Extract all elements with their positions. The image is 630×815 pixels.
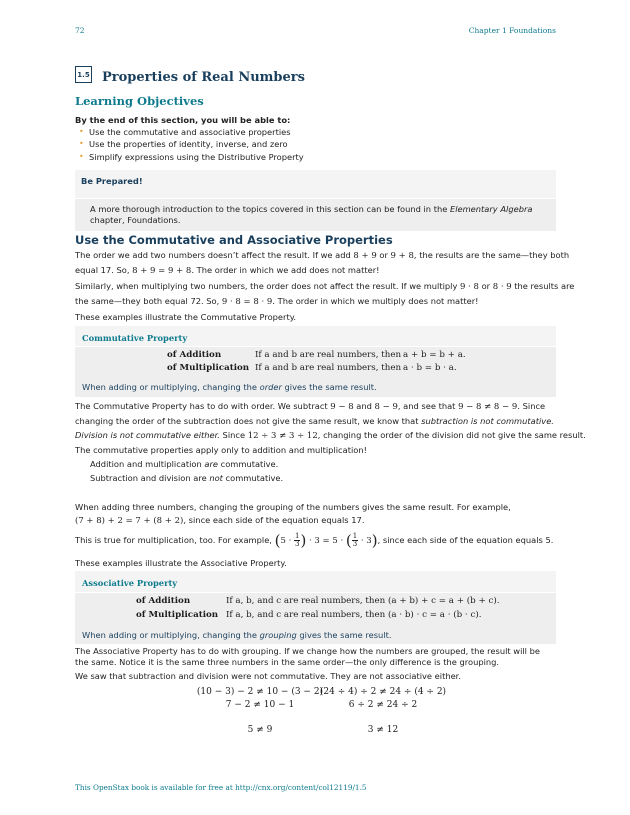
math-expression: 9 − 8 ≠ 8 − 9.: [458, 402, 520, 412]
paragraph-commutative-intro: These examples illustrate the Commutative Property.: [75, 312, 297, 322]
property-formula: (a + b) + c = a + (b + c).: [388, 596, 500, 606]
associative-property-title: Associative Property: [82, 578, 178, 588]
equation-line: 6 ÷ 2 ≠ 24 ÷ 2: [348, 700, 418, 710]
text: Addition and multiplication: [90, 459, 205, 469]
text-emphasis: Division is not commutative either.: [75, 430, 220, 440]
commutative-associative-heading: Use the Commutative and Associative Properties: [75, 233, 393, 247]
text: The Commutative Property has to do with order. We subtract: [75, 401, 331, 411]
paragraph-multiplication-order: [75, 280, 575, 308]
text: The order in which we add does not matter!: [194, 265, 380, 275]
division-equations: [318, 686, 448, 737]
paragraph-commutative-discussion: [75, 400, 586, 456]
property-label: of Addition: [167, 350, 222, 360]
denominator: 3: [294, 540, 300, 548]
property-condition: If a, b, and c are real numbers, then: [226, 596, 386, 606]
equation-line: 3 ≠ 12: [367, 725, 399, 735]
book-title: Elementary Algebra: [449, 204, 533, 214]
section-number-badge: 1.5: [75, 66, 92, 83]
text: Since: [219, 430, 248, 440]
math-expression: 8 − 9: [374, 402, 398, 412]
numerator: 1: [294, 531, 300, 540]
text: When adding three numbers, changing the grouping of the numbers gives the same result. For example,: [75, 502, 511, 512]
numerator: 1: [352, 531, 358, 540]
associative-property-box: [75, 571, 556, 643]
paragraph-grouping-multiplication: [75, 529, 553, 552]
objectives-intro: By the end of this section, you will be able to:: [75, 115, 291, 125]
learning-objectives-heading: Learning Objectives: [75, 94, 204, 108]
text: or: [376, 250, 391, 260]
section-title: Properties of Real Numbers: [102, 70, 305, 85]
math-expression: (5 · $\frac{1}{3}$ ) · 3 = 5 · ( $\frac{1}{3}$ · 3),: [274, 531, 381, 550]
property-condition: If a and b are real numbers, then: [255, 350, 402, 360]
subtraction-equations: [180, 686, 340, 737]
commutative-property-body: [75, 346, 556, 397]
be-prepared-text: [90, 204, 550, 226]
objectives-list: [75, 126, 304, 163]
commutative-property-title: Commutative Property: [82, 333, 188, 343]
property-formula: (a · b) · c = a · (b · c).: [388, 610, 482, 620]
commutative-note: [82, 381, 377, 393]
text: since each side of the equation equals 5.: [380, 535, 554, 545]
text: commutative.: [218, 459, 279, 469]
equation-line: 7 − 2 ≠ 10 − 1: [225, 700, 295, 710]
text: When adding or multiplying, changing the: [82, 382, 260, 392]
be-prepared-title: Be Prepared!: [81, 176, 143, 186]
equation-line: (10 − 3) − 2 ≠ 10 − (3 − 2): [196, 687, 324, 697]
associative-note: [82, 629, 392, 641]
text: the results are the same—they both: [416, 250, 570, 260]
property-formula: a + b = b + a.: [403, 350, 466, 360]
text: When adding or multiplying, changing the: [82, 630, 260, 640]
text: This is true for multiplication, too. For example,: [75, 535, 275, 545]
be-prepared-box: [75, 170, 556, 230]
list-item: • Use the commutative and associative properties: [75, 126, 304, 138]
be-prepared-text-a: A more thorough introduction to the topics covered in this section can be found in the: [90, 204, 450, 214]
paragraph-addition-order: [75, 249, 570, 277]
math-expression: 8 · 9: [492, 282, 512, 292]
math-expression: 9 · 8 = 8 · 9.: [221, 297, 275, 307]
text: or: [478, 281, 493, 291]
text-emphasis: subtraction is not commutative.: [421, 416, 554, 426]
math-text: 5 ·: [280, 536, 294, 546]
text: equal 17. So,: [75, 265, 133, 275]
text-emphasis: grouping: [259, 630, 297, 640]
equation-line: (24 ÷ 4) ÷ 2 ≠ 24 ÷ (4 ÷ 2): [319, 687, 447, 697]
commutative-summary-1: [90, 458, 278, 470]
property-condition: If a, b, and c are real numbers, then: [226, 610, 386, 620]
list-item: • Simplify expressions using the Distributive Property: [75, 151, 304, 163]
commutative-summary-2: [90, 472, 283, 484]
paragraph-associative-intro: These examples illustrate the Associative Property.: [75, 558, 287, 568]
paragraph-associative-discussion: The Associative Property has to do with grouping. If we change how the numbers are grouped, the result will be the same. Notice it is the same three numbers in the same order—the only difference is the grouping.: [75, 646, 540, 667]
text-emphasis: not: [209, 473, 223, 483]
text: Subtraction and division are: [90, 473, 210, 483]
text-emphasis: are: [204, 459, 219, 469]
math-text: · 3: [358, 536, 372, 546]
commutative-multiplication-row: [167, 363, 457, 373]
associative-multiplication-row: [136, 610, 481, 620]
be-prepared-text-b: chapter, Foundations.: [90, 215, 181, 225]
text: The order we add two numbers doesn’t affect the result. If we add: [75, 250, 354, 260]
text: the same—they both equal 72. So,: [75, 296, 222, 306]
text: commutative.: [222, 473, 284, 483]
math-text: · 3 = 5 ·: [306, 536, 346, 546]
associative-property-body: [75, 592, 556, 644]
text: , and see that: [397, 401, 459, 411]
text: the results are: [511, 281, 575, 291]
text: since each side of the equation equals 17.: [186, 515, 365, 525]
property-label: of Multiplication: [136, 610, 219, 620]
math-expression: 8 + 9: [353, 251, 377, 261]
commutative-addition-row: [167, 350, 466, 360]
commutative-property-box: [75, 326, 556, 396]
paragraph-grouping: [75, 501, 556, 527]
math-expression: 9 · 8: [460, 282, 479, 292]
text: changing the order of the subtraction does not give the same result, we know that: [75, 416, 422, 426]
text-emphasis: order: [259, 382, 282, 392]
list-item: • Use the properties of identity, inverse, and zero: [75, 138, 304, 150]
text: gives the same result.: [296, 630, 392, 640]
footer-availability-note: This OpenStax book is available for free at http://cnx.org/content/col12119/1.5: [75, 783, 367, 792]
math-expression: 9 − 8: [330, 402, 354, 412]
property-condition: If a and b are real numbers, then: [255, 363, 402, 373]
math-expression: (7 + 8) + 2 = 7 + (8 + 2),: [75, 516, 187, 526]
denominator: 3: [352, 540, 358, 548]
paragraph-not-associative: We saw that subtraction and division were not commutative. They are not associative either.: [75, 671, 461, 681]
text: The order in which we multiply does not matter!: [274, 296, 479, 306]
text: The commutative properties apply only to addition and multiplication!: [75, 445, 367, 455]
associative-addition-row: [136, 596, 500, 606]
text: changing the order of the division did not give the same result.: [320, 430, 586, 440]
text: gives the same result.: [281, 382, 377, 392]
be-prepared-body: [75, 198, 556, 231]
property-label: of Addition: [136, 596, 191, 606]
property-formula: a · b = b · a.: [403, 363, 457, 373]
text: Similarly, when multiplying two numbers, the order does not affect the result. If we multiply: [75, 281, 461, 291]
property-label: of Multiplication: [167, 363, 250, 373]
chapter-title: Chapter 1 Foundations: [468, 26, 556, 35]
math-expression: 8 + 9 = 9 + 8.: [132, 266, 195, 276]
page-number: 72: [75, 26, 85, 35]
equation-line: 5 ≠ 9: [247, 725, 273, 735]
text: and: [353, 401, 375, 411]
text: Since: [519, 401, 546, 411]
math-expression: 12 ÷ 3 ≠ 3 ÷ 12,: [247, 431, 321, 441]
math-expression: 9 + 8,: [390, 251, 417, 261]
